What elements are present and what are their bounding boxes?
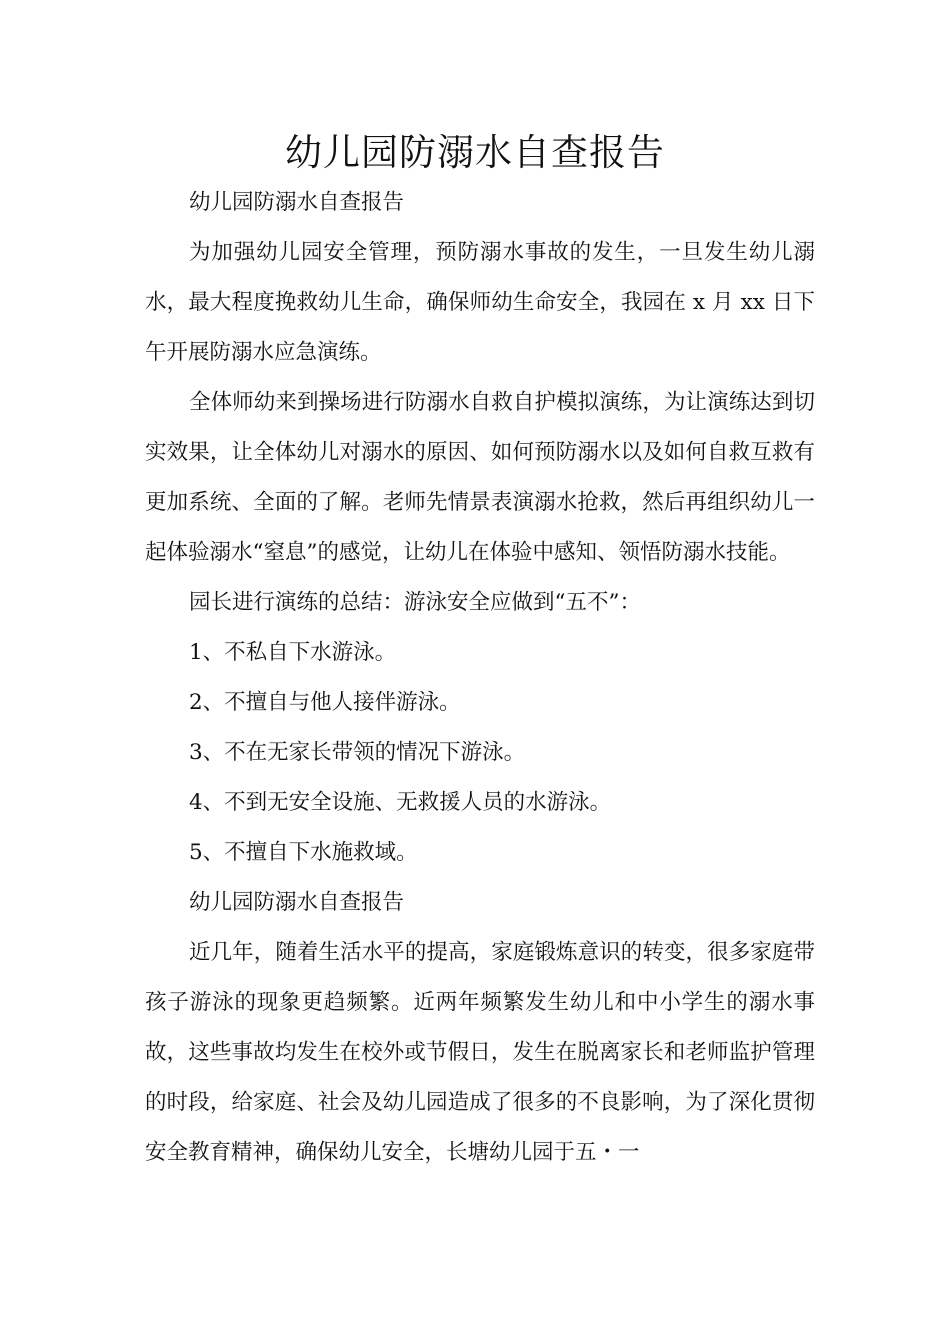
paragraph-intro: 为加强幼儿园安全管理，预防溺水事故的发生，一旦发生幼儿溺水，最大程度挽救幼儿生命，确保师幼生命安全，我园在 x 月 xx 日下午开展防溺水应急演练。 xyxy=(145,240,815,365)
document-title: 幼儿园防溺水自查报告 xyxy=(285,131,665,174)
document-body xyxy=(145,178,815,1178)
paragraph-subtitle: 幼儿园防溺水自查报告 xyxy=(189,190,405,215)
list-item-5: 5、不擅自下水施救域。 xyxy=(189,840,418,865)
paragraph-background: 近几年，随着生活水平的提高，家庭锻炼意识的转变，很多家庭带孩子游泳的现象更趋频繁。近两年频繁发生幼儿和中小学生的溺水事故，这些事故均发生在校外或节假日，发生在脱离家长和老师监护管理的时段，给家庭、社会及幼儿园造成了很多的不良影响，为了深化贯彻安全教育精神，确保幼儿安全，长塘幼儿园于五・一 xyxy=(145,940,815,1165)
list-item-2: 2、不擅自与他人接伴游泳。 xyxy=(189,690,461,715)
list-item-3: 3、不在无家长带领的情况下游泳。 xyxy=(189,740,526,765)
list-item-1: 1、不私自下水游泳。 xyxy=(189,640,397,665)
list-item-4: 4、不到无安全设施、无救援人员的水游泳。 xyxy=(189,790,612,815)
paragraph-subtitle-2: 幼儿园防溺水自查报告 xyxy=(189,890,405,915)
paragraph-summary: 园长进行演练的总结：游泳安全应做到“五不”： xyxy=(189,590,641,615)
paragraph-drill: 全体师幼来到操场进行防溺水自救自护模拟演练，为让演练达到切实效果，让全体幼儿对溺水的原因、如何预防溺水以及如何自救互救有更加系统、全面的了解。老师先情景表演溺水抢救，然后再组织幼儿一起体验溺水“窒息”的感觉，让幼儿在体验中感知、领悟防溺水技能。 xyxy=(145,390,815,565)
